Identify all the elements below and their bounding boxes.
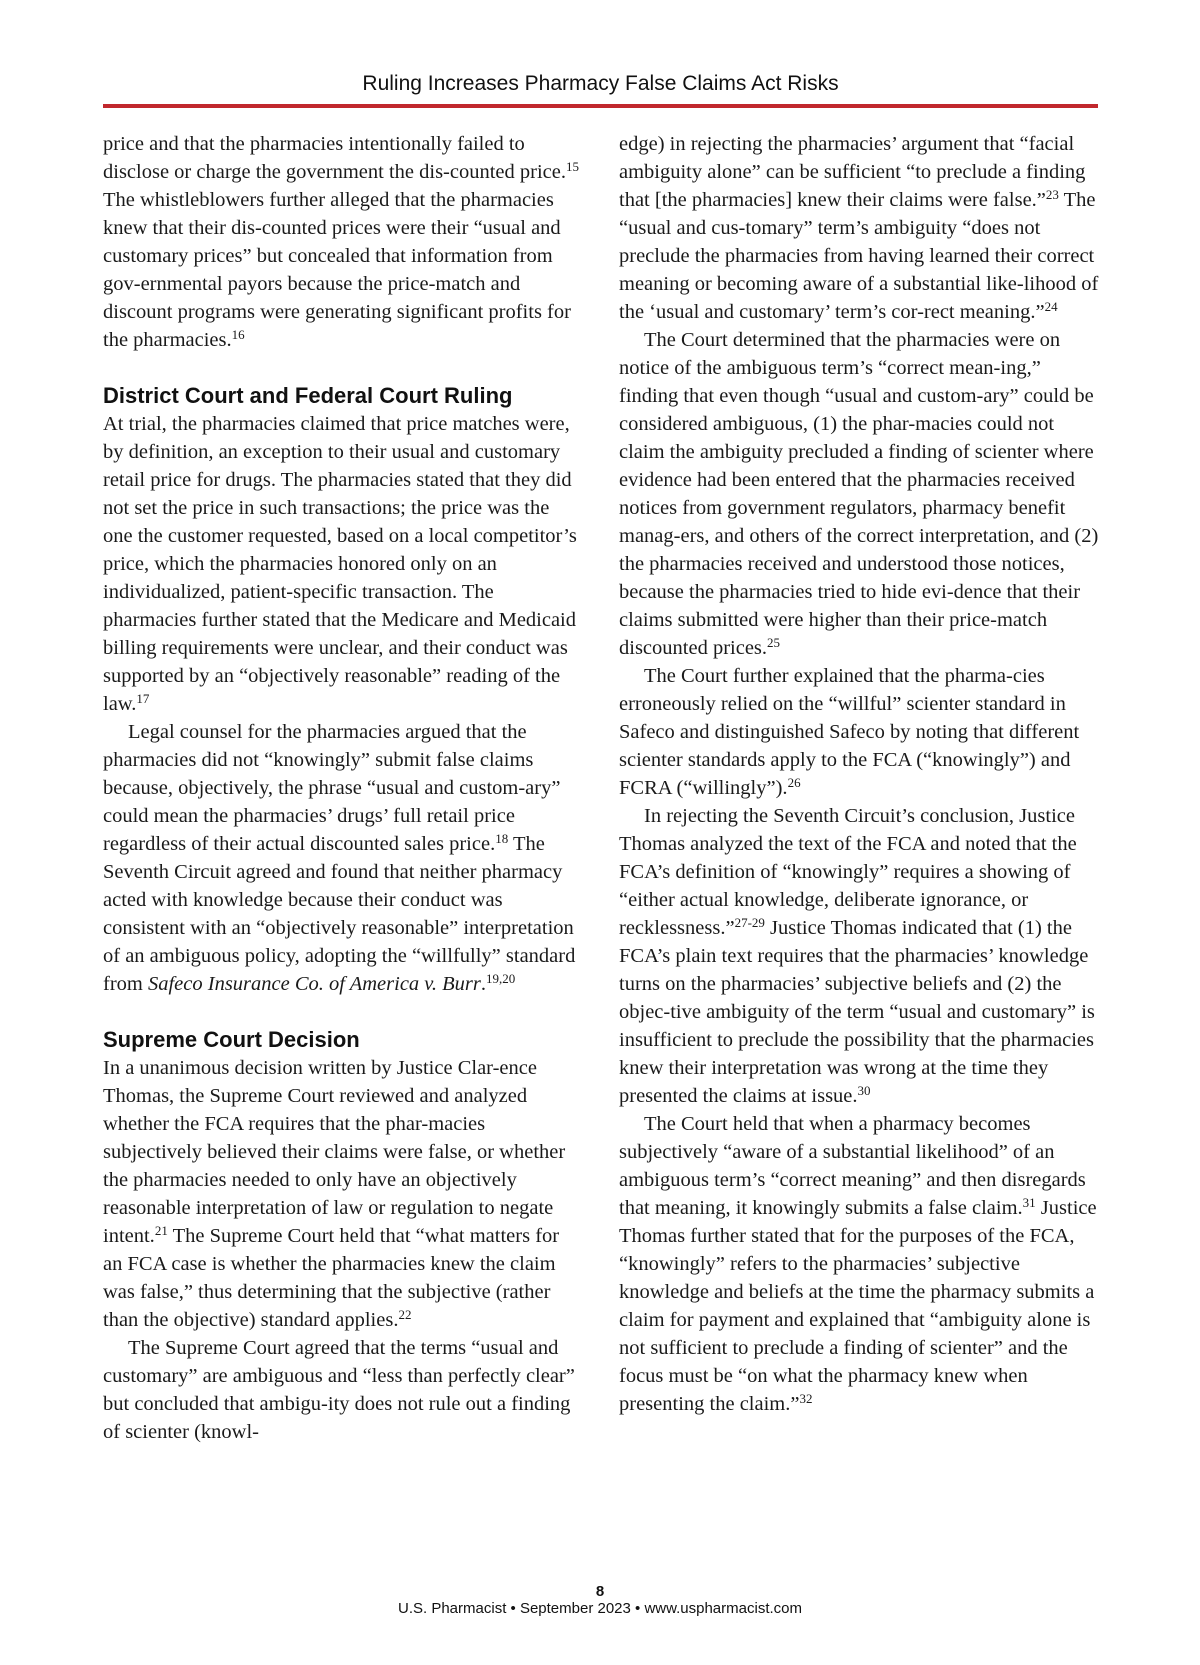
footnote-ref: 15 [566,159,579,174]
running-header: Ruling Increases Pharmacy False Claims Act Risks [362,72,839,95]
footnote-ref: 25 [767,635,781,650]
case-citation: Safeco Insurance Co. of America v. Burr [147,973,481,995]
footnote-ref: 32 [799,1391,813,1406]
section-heading-supreme-court: Supreme Court Decision [103,1027,360,1052]
footnote-ref: 19,20 [485,971,516,986]
paragraph: In rejecting the Seventh Circuit’s conclusion, Justice Thomas analyzed the text of the FCA and noted that the FCA’s definition of “knowingly” requires a showing of “either actual knowledge, deliberate ignorance, or recklessness.”$^{27-29}$ Justice Thomas indicated that (1) the FCA’s plain text requires that the pharmacies’ knowledge turns on the pharmacies’ subjective beliefs and (2) the objec-tive ambiguity of the term “usual and customary” is insufficient to preclude the possibility that the pharmacies knew their interpretation was wrong at the time they presented the claims at issue.$^{30}$ [619,805,1095,1107]
paragraph: In a unanimous decision written by Justice Clar-ence Thomas, the Supreme Court reviewed and analyzed whether the FCA requires that the phar-macies subjectively believed their claims were false, or whether the pharmacies needed to only have an objectively reasonable interpretation of law or regulation to negate intent.$^{21}$ The Supreme Court held that “what matters for an FCA case is whether the pharmacies knew the claim was false,” thus determining that the subjective (rather than the objective) standard applies.$^{22}$ [103,1057,566,1331]
footnote-ref: 18 [495,831,509,846]
footnote-ref: 21 [154,1223,168,1238]
footnote-ref: 31 [1022,1195,1036,1210]
footnote-ref: 24 [1044,299,1058,314]
footnote-ref: 30 [857,1083,871,1098]
page-number: 8 [595,1583,605,1600]
paragraph: The Court held that when a pharmacy becomes subjectively “aware of a substantial likelihood” of an ambiguous term’s “correct meaning” and then disregards that meaning, it knowingly submits a false claim.$^{31}$ Justice Thomas further stated that for the purposes of the FCA, “knowingly” refers to the pharmacies’ subjective knowledge and beliefs at the time the pharmacy submits a claim for payment and explained that “ambiguity alone is not sufficient to preclude a finding of scienter” and the focus must be “on what the pharmacy knew when presenting the claim.”$^{32}$ [619,1113,1097,1415]
paragraph: The Court determined that the pharmacies were on notice of the ambiguous term’s “correct mean-ing,” finding that even though “usual and custom-ary” could be considered ambiguous, (1) the phar-macies could not claim the ambiguity precluded a finding of scienter where evidence had been entered that the pharmacies received notices from government regulators, pharmacy benefit manag-ers, and others of the correct interpretation, and (2) the pharmacies received and understood those notices, because the pharmacies tried to hide evi-dence that their claims submitted were higher than their price-match discounted prices.$^{25}$ [619,329,1099,659]
paragraph: The Supreme Court agreed that the terms “usual and customary” are ambiguous and “less than perfectly clear” but concluded that ambigu-ity does not rule out a finding of scienter (knowl- [103,1337,575,1443]
footnote-ref: 26 [787,775,801,790]
left-column [103,130,583,1446]
footnote-ref: 23 [1045,187,1059,202]
paragraph: The Court further explained that the pharma-cies erroneously relied on the “willful” scienter standard in Safeco and distinguished Safeco by noting that different scienter standards apply to the FCA (“knowingly”) and FCRA (“willingly”).$^{26}$ [619,665,1080,799]
footnote-ref: 27-29 [734,915,765,930]
paragraph: Legal counsel for the pharmacies argued that the pharmacies did not “knowingly” submit false claims because, objectively, the phrase “usual and custom-ary” could mean the pharmacies’ drugs’ full retail price regardless of their actual discounted sales price.$^{18}$ The Seventh Circuit agreed and found that neither pharmacy acted with knowledge because their conduct was consistent with an “objectively reasonable” interpretation of an ambiguous policy, adopting the “willfully” standard from Safeco Insurance Co. of America v. Burr.$^{19,20}$ [103,721,576,995]
paragraph: At trial, the pharmacies claimed that price matches were, by definition, an exception to their usual and customary retail price for drugs. The pharmacies stated that they did not set the price in such transactions; the price was the one the customer requested, based on a local competitor’s price, which the pharmacies honored only on an individualized, patient-specific transaction. The pharmacies further stated that the Medicare and Medicaid billing requirements were unclear, and their conduct was supported by an “objectively reasonable” reading of the law.$^{17}$ [103,413,577,715]
paragraph: price and that the pharmacies intentionally failed to disclose or charge the government the dis-counted price.$^{15}$ The whistleblowers further alleged that the pharmacies knew that their dis-counted prices were their “usual and customary prices” but concealed that information from gov-ernmental payors because the price-match and discount programs were generating significant profits for the pharmacies.$^{16}$ [103,133,579,351]
paragraph: edge) in rejecting the pharmacies’ argument that “facial ambiguity alone” can be sufficient “to preclude a finding that [the pharmacies] knew their claims were false.”$^{23}$ The “usual and cus-tomary” term’s ambiguity “does not preclude the pharmacies from having learned their correct meaning or becoming aware of a substantial like-lihood of the ‘usual and customary’ term’s cor-rect meaning.”$^{24}$ [619,133,1099,323]
footnote-ref: 16 [231,327,245,342]
footer-text: U.S. Pharmacist • September 2023 • www.uspharmacist.com [398,1600,802,1617]
footnote-ref: 17 [136,691,150,706]
header-rule [103,104,1098,108]
footnote-ref: 22 [398,1307,412,1322]
right-column [619,130,1099,1418]
section-heading-district-court: District Court and Federal Court Ruling [103,383,513,408]
